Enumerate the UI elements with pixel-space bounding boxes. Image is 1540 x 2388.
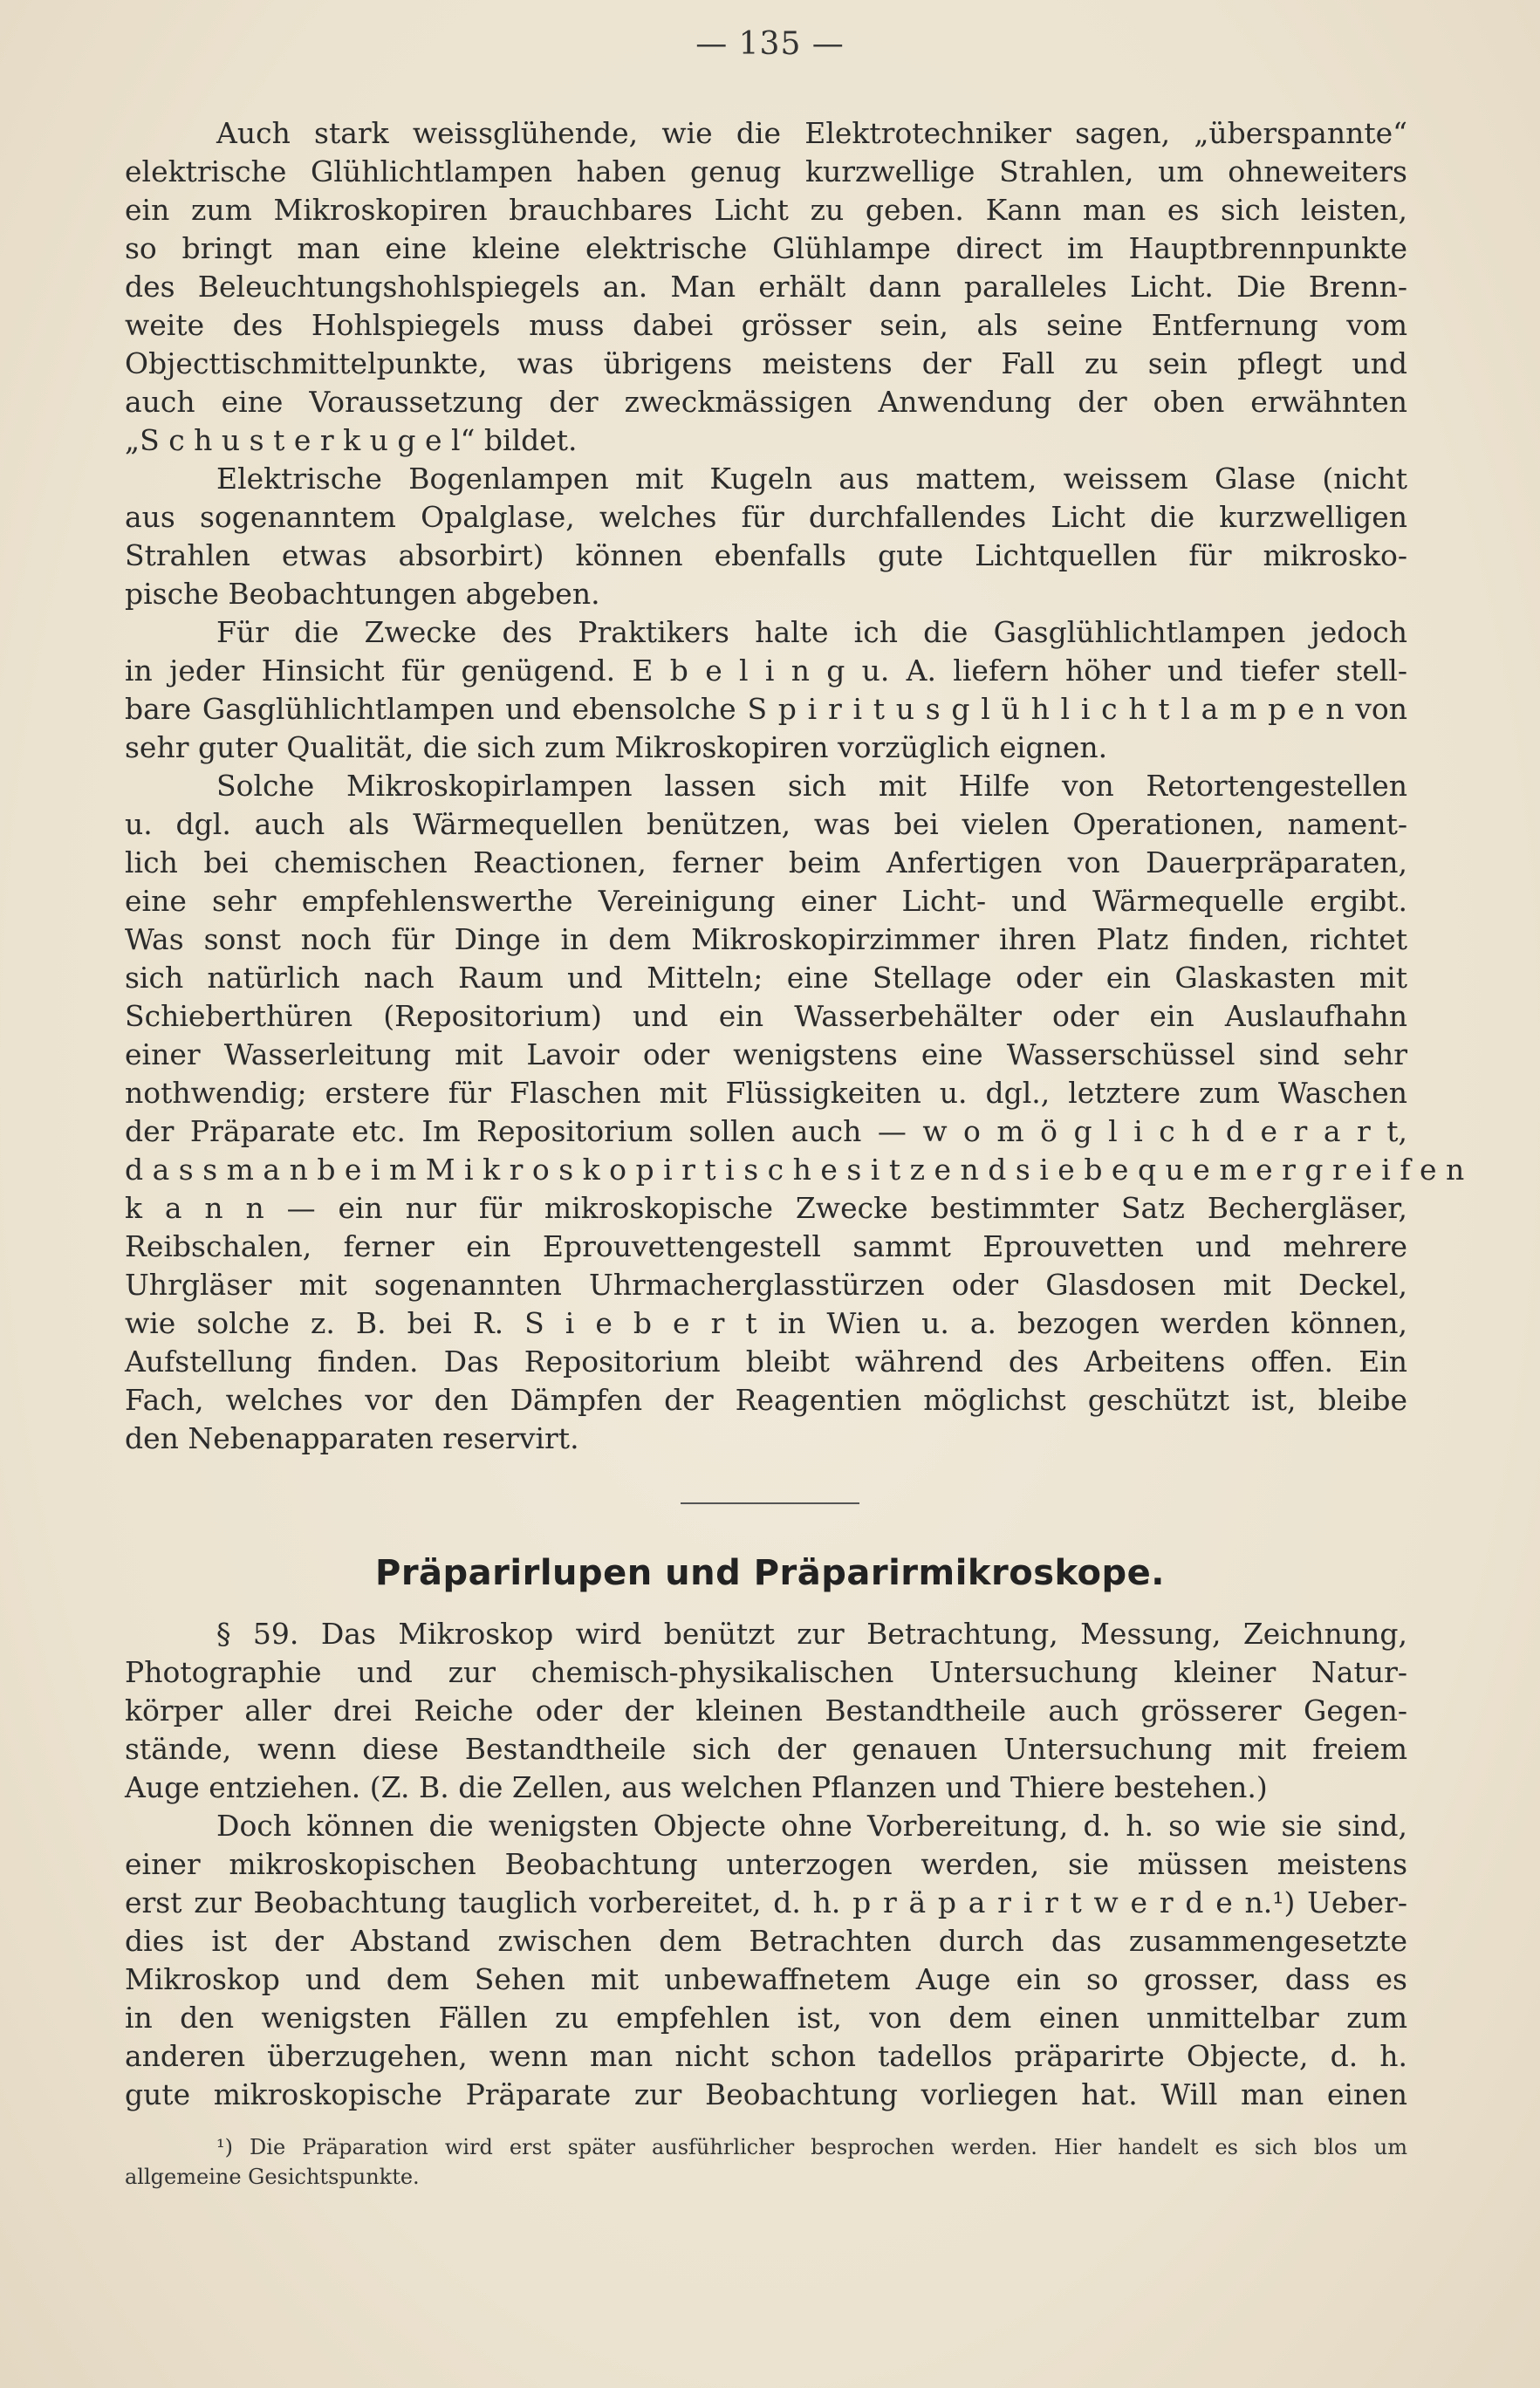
text-line: stände, wenn diese Bestandtheile sich der genauen Untersuchung mit freiem	[125, 1732, 1407, 1766]
text-line: anderen überzugehen, wenn man nicht schon tadellos präparirte Objecte, d. h.	[125, 2039, 1407, 2073]
text-line: Reibschalen, ferner ein Eprouvettengestell sammt Eprouvetten und mehrere	[125, 1229, 1407, 1263]
text-line: u. dgl. auch als Wärmequellen benützen, was bei vielen Operationen, nament-	[125, 807, 1407, 841]
text-line: nothwendig; erstere für Flaschen mit Flüssigkeiten u. dgl., letztere zum Waschen	[125, 1076, 1407, 1110]
text-line: bare Gasglühlichtlampen und ebensolche S p i r i t u s g l ü h l i c h t l a m p e n von	[125, 692, 1407, 726]
text-line: eine sehr empfehlenswerthe Vereinigung einer Licht- und Wärmequelle ergibt.	[125, 884, 1407, 918]
text-line: ein zum Mikroskopiren brauchbares Licht zu geben. Kann man es sich leisten,	[125, 193, 1407, 227]
text-line: Uhrgläser mit sogenannten Uhrmacherglasstürzen oder Glasdosen mit Deckel,	[125, 1268, 1407, 1302]
text-line: Für die Zwecke des Praktikers halte ich die Gasglühlichtlampen jedoch	[216, 615, 1407, 649]
text-line: körper aller drei Reiche oder der kleinen Bestandtheile auch grösserer Gegen-	[125, 1693, 1407, 1728]
section-divider	[681, 1502, 859, 1504]
text-line: § 59. Das Mikroskop wird benützt zur Betrachtung, Messung, Zeichnung,	[216, 1617, 1407, 1651]
text-line: sich natürlich nach Raum und Mitteln; eine Stellage oder ein Glaskasten mit	[125, 961, 1407, 995]
text-line: lich bei chemischen Reactionen, ferner beim Anfertigen von Dauerpräparaten,	[125, 845, 1407, 879]
text-line: einer mikroskopischen Beobachtung unterzogen werden, sie müssen meistens	[125, 1847, 1407, 1881]
text-line: so bringt man eine kleine elektrische Glühlampe direct im Hauptbrennpunkte	[125, 231, 1407, 265]
body-text-section-2	[125, 1615, 1407, 2114]
footnote-line: allgemeine Gesichtspunkte.	[125, 2165, 420, 2189]
text-line: Strahlen etwas absorbirt) können ebenfalls gute Lichtquellen für mikrosko-	[125, 538, 1407, 572]
text-line: weite des Hohlspiegels muss dabei grösser sein, als seine Entfernung vom	[125, 308, 1407, 342]
section-heading: Präparirlupen und Präparirmikroskope.	[375, 1553, 1165, 1593]
text-line: Fach, welches vor den Dämpfen der Reagentien möglichst geschützt ist, bleibe	[125, 1383, 1407, 1417]
text-line: Photographie und zur chemisch-physikalischen Untersuchung kleiner Natur-	[125, 1655, 1407, 1689]
text-line: elektrische Glühlichtlampen haben genug kurzwellige Strahlen, um ohneweiters	[125, 154, 1407, 188]
page-number: — 135 —	[695, 26, 845, 62]
text-line: Elektrische Bogenlampen mit Kugeln aus mattem, weissem Glase (nicht	[216, 462, 1407, 496]
text-line: dies ist der Abstand zwischen dem Betrachten durch das zusammengesetzte	[125, 1924, 1407, 1958]
text-line: „S c h u s t e r k u g e l“ bildet.	[125, 423, 578, 457]
body-text-section-1	[125, 114, 1465, 1458]
text-line: Schieberthüren (Repositorium) und ein Wasserbehälter oder ein Auslaufhahn	[125, 999, 1407, 1033]
text-line: den Nebenapparaten reservirt.	[125, 1421, 579, 1455]
text-line: sehr guter Qualität, die sich zum Mikroskopiren vorzüglich eignen.	[125, 730, 1108, 764]
text-line: Auch stark weissglühende, wie die Elektrotechniker sagen, „überspannte“	[216, 116, 1407, 150]
text-line: des Beleuchtungshohlspiegels an. Man erhält dann paralleles Licht. Die Brenn-	[125, 270, 1407, 304]
text-line: erst zur Beobachtung tauglich vorbereitet, d. h. p r ä p a r i r t w e r d e n.¹) Ueber-	[125, 1885, 1407, 1919]
text-line: in den wenigsten Fällen zu empfehlen ist, von dem einen unmittelbar zum	[125, 2001, 1407, 2035]
text-line: Doch können die wenigsten Objecte ohne Vorbereitung, d. h. so wie sie sind,	[216, 1809, 1407, 1843]
text-line: pische Beobachtungen abgeben.	[125, 577, 600, 611]
text-line: auch eine Voraussetzung der zweckmässigen Anwendung der oben erwähnten	[125, 385, 1407, 419]
text-line: Aufstellung finden. Das Repositorium bleibt während des Arbeitens offen. Ein	[125, 1345, 1407, 1379]
text-line: Objecttischmittelpunkte, was übrigens meistens der Fall zu sein pflegt und	[125, 346, 1407, 380]
text-line: wie solche z. B. bei R. S i e b e r t in Wien u. a. bezogen werden können,	[125, 1306, 1407, 1340]
text-line: k a n n — ein nur für mikroskopische Zwecke bestimmter Satz Bechergläser,	[125, 1191, 1407, 1225]
text-line: in jeder Hinsicht für genügend. E b e l i n g u. A. liefern höher und tiefer stell-	[125, 653, 1407, 688]
text-line: Was sonst noch für Dinge in dem Mikroskopirzimmer ihren Platz finden, richtet	[125, 922, 1407, 956]
footnote	[125, 2132, 1407, 2192]
text-line: aus sogenanntem Opalglase, welches für durchfallendes Licht die kurzwelligen	[125, 500, 1407, 534]
text-line: Mikroskop und dem Sehen mit unbewaffnetem Auge ein so grosser, dass es	[125, 1962, 1407, 1996]
text-line: Auge entziehen. (Z. B. die Zellen, aus welchen Pflanzen und Thiere bestehen.)	[125, 1770, 1268, 1804]
text-line: gute mikroskopische Präparate zur Beobachtung vorliegen hat. Will man einen	[125, 2077, 1407, 2111]
text-line: d a s s m a n b e i m M i k r o s k o p i r t i s c h e s i t z e n d s i e b e q u e m e r g r e i f e n	[125, 1153, 1465, 1187]
text-line: einer Wasserleitung mit Lavoir oder wenigstens eine Wasserschüssel sind sehr	[125, 1037, 1407, 1071]
footnote-line: ¹) Die Präparation wird erst später ausführlicher besprochen werden. Hier handelt es sich blos um	[216, 2135, 1407, 2159]
text-line: der Präparate etc. Im Repositorium sollen auch — w o m ö g l i c h d e r a r t,	[125, 1114, 1407, 1148]
text-line: Solche Mikroskopirlampen lassen sich mit Hilfe von Retortengestellen	[216, 769, 1407, 803]
